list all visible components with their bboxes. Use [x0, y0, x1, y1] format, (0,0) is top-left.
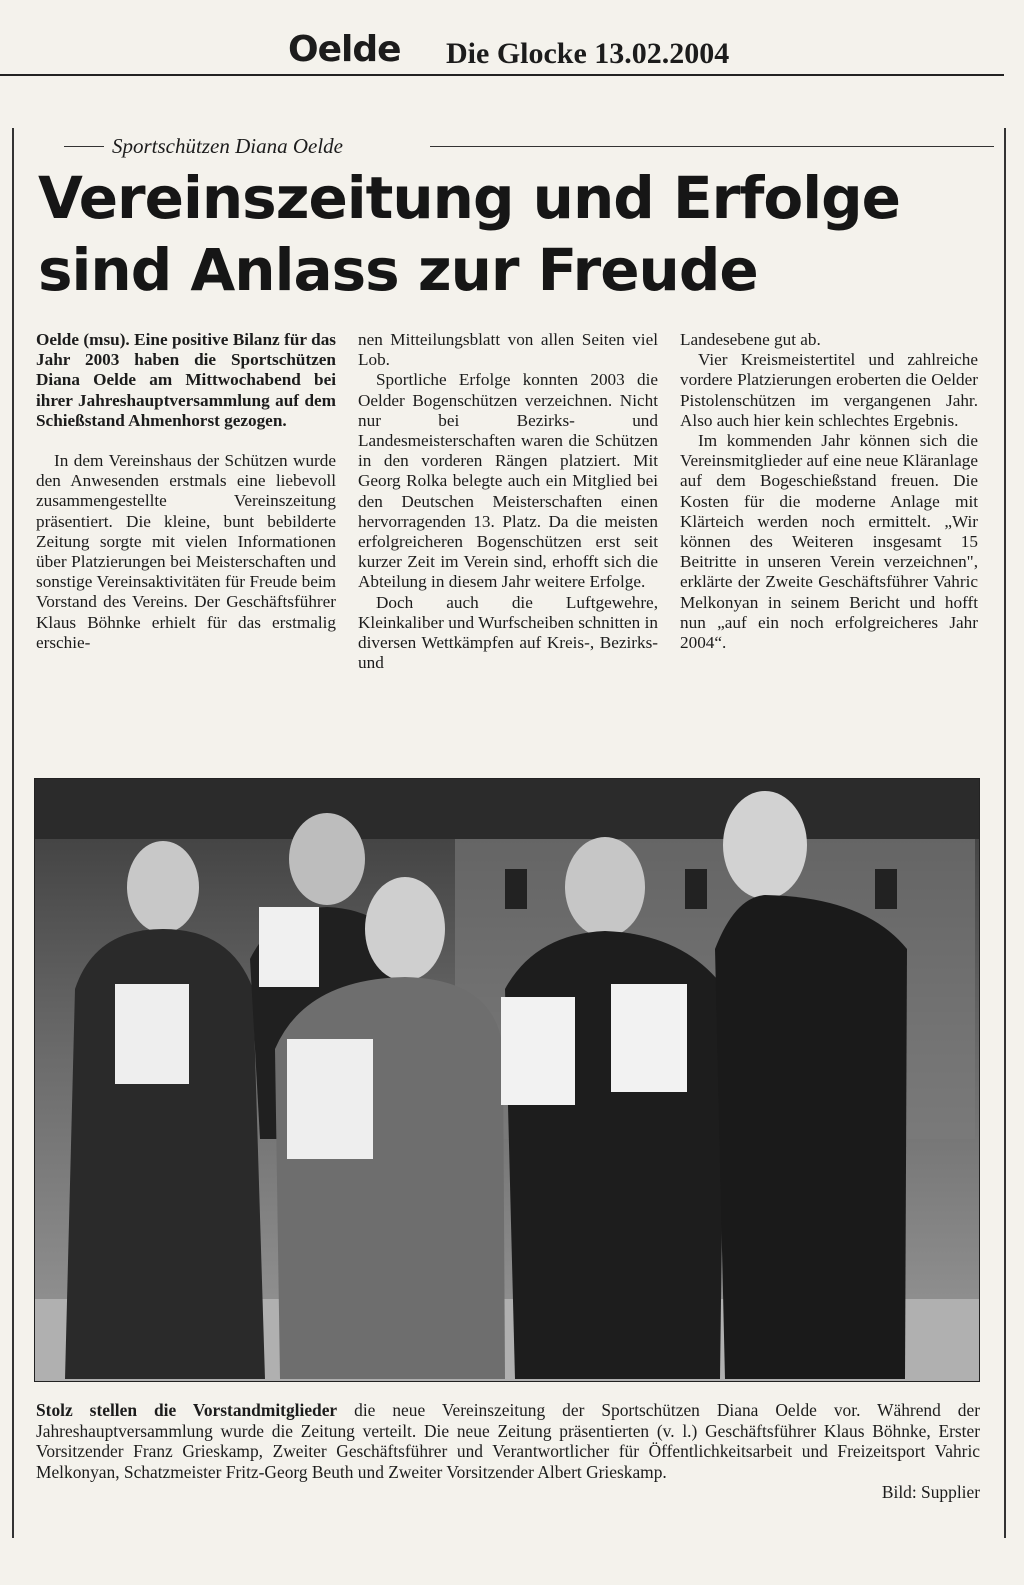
text-column-2	[358, 330, 658, 673]
paragraph: Im kommenden Jahr können sich die Vereinsmitglieder auf eine neue Kläranlage auf dem Bogeschießstand freuen. Die Kosten für die moderne Anlage mit Klärteich werden noch ermittelt. „Wir können des Weiteren insgesamt 15 Beitritte in unseren Verein verzeichnen", erklärte der Zweite Geschäftsführer Vahric Melkonyan in seinem Bericht und hofft nun „auf ein noch erfolgreicheres Jahr 2004“.	[680, 431, 978, 653]
section-name: Oelde	[288, 29, 401, 70]
headline-line-2: sind Anlass zur Freude	[38, 236, 758, 304]
text-column-1	[36, 330, 336, 653]
lead-paragraph: Oelde (msu). Eine positive Bilanz für das Jahr 2003 haben die Sportschützen Diana Oelde am Mittwochabend bei ihrer Jahreshauptversammlung auf dem Schießstand Ahmenhorst gezogen.	[36, 330, 336, 430]
kicker: Sportschützen Diana Oelde	[112, 134, 343, 158]
masthead	[0, 28, 1004, 76]
paragraph: Sportliche Erfolge konnten 2003 die Oelder Bogenschützen verzeichnen. Nicht nur bei Bezirks- und Landesmeisterschaften waren die Schützen in den vorderen Rängen platziert. Mit Georg Rolka belegte auch ein Mitglied bei den Deutschen Meisterschaften einen hervorragenden 13. Platz. Da die meisten erfolgreicheren Bogenschützen erst seit kurzer Zeit im Verein sind, erhofft sich die Abteilung in diesem Jahr weitere Erfolge.	[358, 370, 658, 592]
kicker-row	[64, 132, 994, 160]
text-column-3	[680, 330, 978, 653]
headline	[38, 162, 998, 306]
paragraph: Doch auch die Luftgewehre, Kleinkaliber und Wurfscheiben schnitten in diversen Wettkämpfen auf Kreis-, Bezirks- und	[358, 592, 658, 673]
photo-caption	[36, 1400, 980, 1503]
paragraph: Vier Kreismeistertitel und zahlreiche vordere Platzierungen eroberten die Oelder Pistolenschützen im vergangenen Jahr. Also auch hier kein schlechtes Ergebnis.	[680, 350, 978, 430]
caption-lead: Stolz stellen die Vorstandmitglieder	[36, 1400, 338, 1420]
kicker-rule-right	[430, 146, 994, 147]
caption-text: die neue Vereinszeitung der Sportschützen Diana Oelde vor. Während der Jahreshauptversammlung wurde die Zeitung verteilt. Die neue Zeitung präsentierten (v. l.) Geschäftsführer Klaus Böhnke, Erster Vorsitzender Franz Grieskamp, Zweiter Geschäftsführer und Verantwortlicher für Öffentlichkeitsarbeit und Freizeitsport Vahric Melkonyan, Schatzmeister Fritz-Georg Beuth und Zweiter Vorsitzender Albert Grieskamp.	[36, 1400, 981, 1482]
paragraph: nen Mitteilungsblatt von allen Seiten viel Lob.	[358, 330, 658, 370]
paper-name-and-date: Die Glocke 13.02.2004	[446, 37, 730, 70]
kicker-rule-left	[64, 146, 104, 147]
group-photo-icon	[35, 779, 979, 1381]
article	[12, 128, 1006, 1538]
headline-line-1: Vereinszeitung und Erfolge	[38, 164, 901, 232]
group-photo	[34, 778, 980, 1382]
paragraph: In dem Vereinshaus der Schützen wurde den Anwesenden erstmals eine liebevoll zusammengestellte Vereinszeitung präsentiert. Die kleine, bunt bebilderte Zeitung sorgte mit vielen Informationen über Platzierungen bei Meisterschaften und sonstige Vereinsaktivitäten für Freude beim Vorstand des Vereins. Der Geschäftsführer Klaus Böhnke erhielt für das erstmalig erschie-	[36, 451, 336, 652]
photo-credit: Bild: Supplier	[881, 1482, 980, 1503]
paragraph: Landesebene gut ab.	[680, 330, 821, 349]
